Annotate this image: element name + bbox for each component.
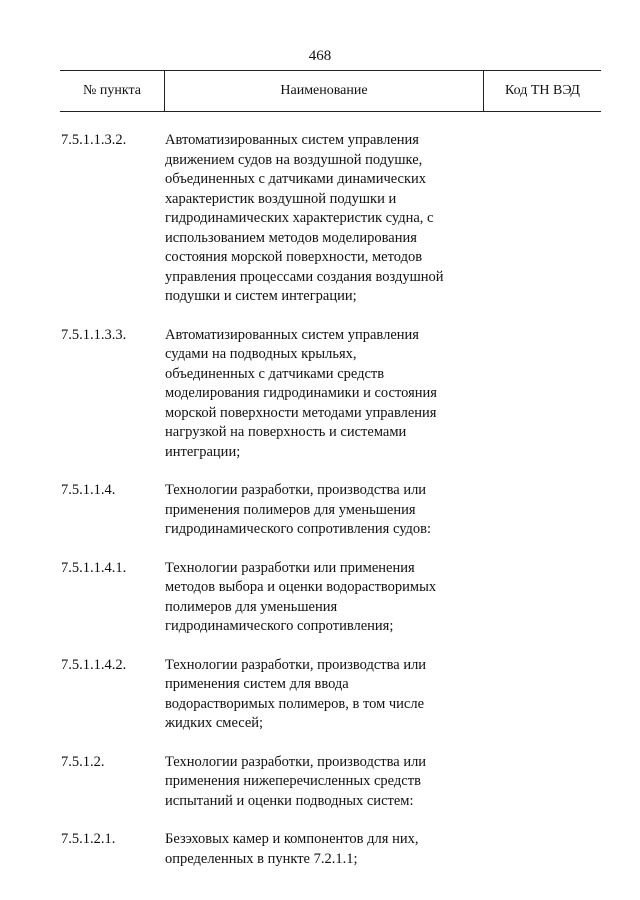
item-name-line: жидких смесей; [165,715,264,731]
item-name-line: Технологии разработки, производства или [165,482,427,498]
item-name-line: управления процессами создания воздушной [165,268,444,285]
item-number: 7.5.1.2.1. [61,831,116,847]
header-item-number: № пункта [60,71,165,111]
item-name-line: использованием методов моделирования [165,229,417,246]
item-name-line: судами на подводных крыльях, [165,346,357,362]
item-name-line: применения полимеров для уменьшения [165,501,416,518]
item-name-line: объединенных с датчиками динамических [165,171,427,187]
item-name-line: характеристик воздушной подушки и [165,190,397,207]
item-name-line: гидродинамических характеристик судна, с [165,210,434,226]
table-header [60,70,601,112]
item-number: 7.5.1.1.3.3. [61,326,127,343]
item-name-line: определенных в пункте 7.2.1.1; [165,850,358,867]
page-number: 468 [308,48,332,64]
item-name-line: Автоматизированных систем управления [165,132,419,148]
item-name-line: моделирования гидродинамики и состояния [165,385,437,401]
item-name-line: состояния морской поверхности, методов [165,249,423,265]
item-number: 7.5.1.1.4.2. [61,656,127,673]
item-name [165,753,495,812]
header-name: Наименование [165,71,484,111]
header-tnved-code: Код ТН ВЭД [505,83,580,98]
table-row [0,656,640,734]
item-number: 7.5.1.2. [61,753,105,770]
item-name-line: движением судов на воздушной подушке, [165,151,423,168]
table-row [0,326,640,463]
entries-list [0,131,640,888]
item-name [165,830,495,869]
table-row [0,131,640,307]
item-name-line: методов выбора и оценки водорастворимых [165,579,437,595]
item-name [165,481,495,540]
table-row [0,753,640,812]
item-name-line: нагрузкой на поверхность и системами [165,424,407,440]
table-row [0,830,640,869]
item-name-line: морской поверхности методами управления [165,404,437,421]
item-number: 7.5.1.1.4.1. [61,559,127,576]
table-row [0,559,640,637]
item-number: 7.5.1.1.4. [61,482,116,498]
item-name-line: применения систем для ввода [165,676,349,692]
item-name-line: водорастворимых полимеров, в том числе [165,695,425,712]
item-name [165,656,495,734]
item-name-line: Автоматизированных систем управления [165,326,419,343]
item-name-line: Технологии разработки, производства или [165,656,427,673]
item-name-line: гидродинамического сопротивления; [165,618,394,634]
item-name [165,131,495,307]
item-name [165,559,495,637]
item-name-line: Технологии разработки или применения [165,559,415,576]
item-name-line: Технологии разработки, производства или [165,753,427,770]
item-name-line: объединенных с датчиками средств [165,365,385,382]
item-name-line: испытаний и оценки подводных систем: [165,792,414,809]
item-name-line: интеграции; [165,443,241,460]
table-row [0,481,640,540]
item-name-line: Безэховых камер и компонентов для них, [165,831,419,847]
item-name [165,326,495,463]
item-number: 7.5.1.1.3.2. [61,132,127,148]
item-name-line: применения нижеперечисленных средств [165,773,421,789]
item-name-line: гидродинамического сопротивления судов: [165,521,432,537]
item-name-line: полимеров для уменьшения [165,598,338,615]
item-name-line: подушки и систем интеграции; [165,288,357,304]
